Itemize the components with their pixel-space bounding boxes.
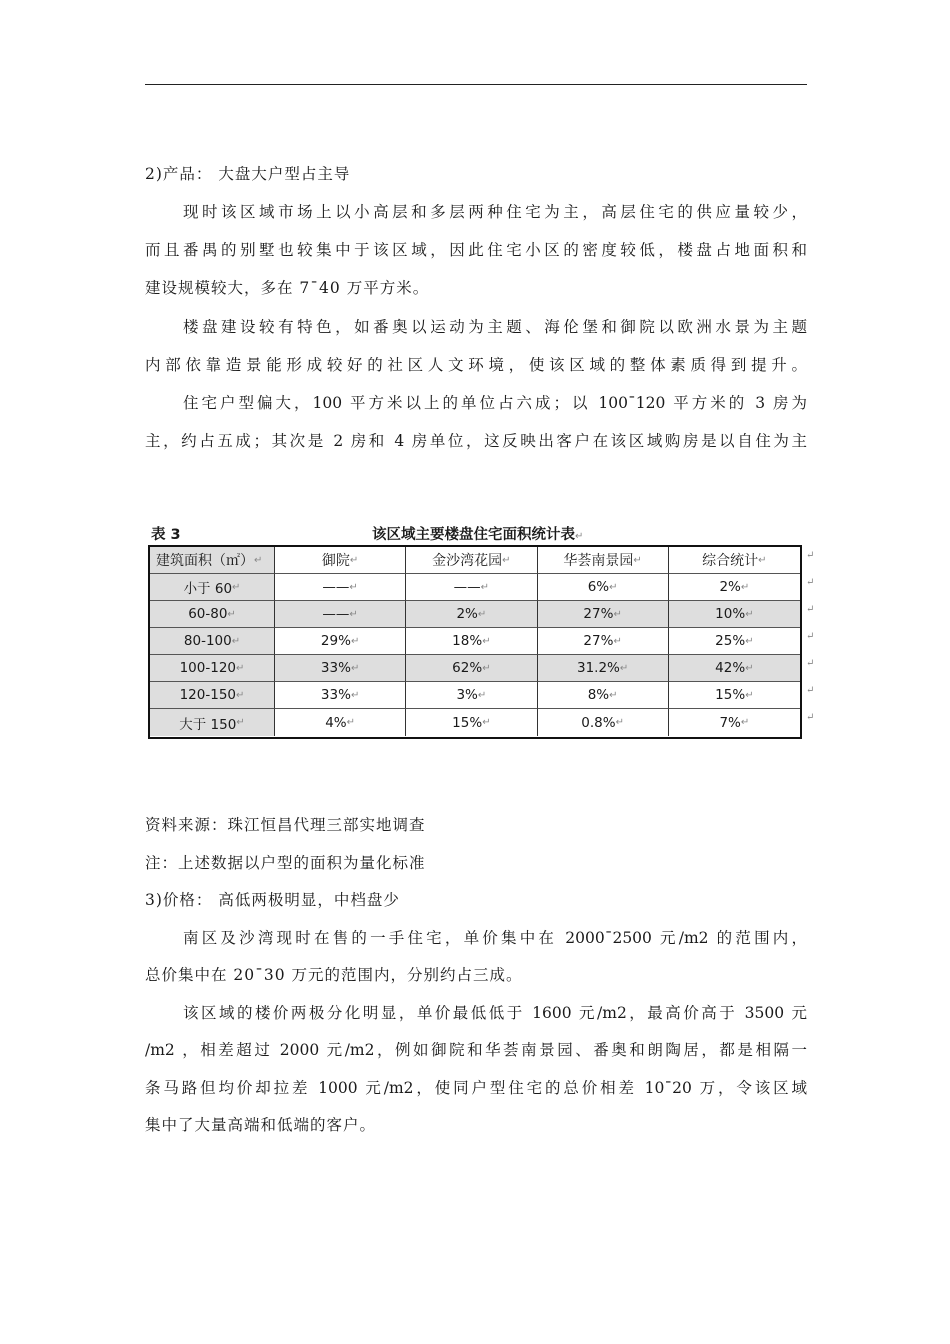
table-cell: 100-120 ↵ (150, 655, 275, 682)
row-end-mark: ↵ (806, 550, 815, 561)
table-cell: 33% ↵ (275, 655, 406, 682)
table-cell: 27% ↵ (538, 628, 669, 655)
table-cell: —— ↵ (406, 574, 537, 601)
header-cell: 建筑面积（㎡） ↵ (150, 547, 275, 574)
table-cell: —— ↵ (275, 601, 406, 628)
row-end-mark: ↵ (806, 604, 815, 615)
table-cell: 60-80 ↵ (150, 601, 275, 628)
table-cell: 15% ↵ (669, 682, 800, 709)
table-cell: 29% ↵ (275, 628, 406, 655)
table-cell: 10% ↵ (669, 601, 800, 628)
table-cell: 8% ↵ (538, 682, 669, 709)
table-row (150, 574, 800, 601)
row-end-mark: ↵ (806, 631, 815, 642)
table-cell: 33% ↵ (275, 682, 406, 709)
table-cell: 120-150 ↵ (150, 682, 275, 709)
table-cell: 7% ↵ (719, 714, 750, 731)
header-cell: 御院 ↵ (275, 547, 406, 574)
area-statistics-table (148, 545, 802, 739)
section3-para2-line1: 该区域的楼价两极分化明显，单价最低低于 1600 元/m2，最高价高于 3500 元 (183, 1004, 807, 1022)
table-cell: 2% ↵ (406, 601, 537, 628)
row-end-mark: ↵ (806, 712, 815, 723)
row-end-mark: ↵ (806, 685, 815, 696)
section3-para1-line1: 南区及沙湾现时在售的一手住宅，单价集中在 2000¯2500 元/m2 的范围内， (183, 929, 807, 947)
section2-para1-line2: 而且番禺的别墅也较集中于该区域，因此住宅小区的密度较低，楼盘占地面积和 (145, 241, 807, 259)
data-source-note: 资料来源：珠江恒昌代理三部实地调查 (145, 816, 426, 834)
standard-note: 注：上述数据以户型的面积为量化标准 (145, 854, 426, 872)
table-label: 表 3 (151, 527, 181, 543)
table-cell: 6% ↵ (538, 574, 669, 601)
table-cell: 80-100 ↵ (150, 628, 275, 655)
table-cell: 2% ↵ (669, 574, 800, 601)
table-cell: 小于 60 ↵ (150, 574, 275, 601)
header-rule (145, 84, 807, 85)
row-end-mark: ↵ (806, 658, 815, 669)
table-row (150, 628, 800, 655)
table-title: 该区域主要楼盘住宅面积统计表↵ (372, 527, 584, 543)
table-row (150, 655, 800, 682)
table-cell: 25% ↵ (669, 628, 800, 655)
table-row (150, 709, 800, 736)
section2-para3-line1: 住宅户型偏大，100 平方米以上的单位占六成；以 100¯120 平方米的 3 房为 (183, 394, 807, 412)
section2-para1-line1: 现时该区域市场上以小高层和多层两种住宅为主，高层住宅的供应量较少， (183, 203, 807, 221)
table-cell: 15% ↵ (406, 709, 537, 736)
section2-para1-line3: 建设规模较大，多在 7¯40 万平方米。 (145, 279, 430, 297)
table-cell: 42% ↵ (669, 655, 800, 682)
section3-para2-line2: /m2 ，相差超过 2000 元/m2，例如御院和华荟南景园、番奥和朗陶居，都是相隔一 (145, 1041, 807, 1059)
table-header-row (150, 547, 800, 574)
section3-para2-line3: 条马路但均价却拉差 1000 元/m2，使同户型住宅的总价相差 10¯20 万，令该区域 (145, 1079, 807, 1097)
header-cell: 综合统计 ↵ (669, 547, 800, 574)
table-cell: 18% ↵ (406, 628, 537, 655)
section2-para2-line2: 内部依靠造景能形成较好的社区人文环境，使该区域的整体素质得到提升。 (145, 356, 807, 374)
table-cell: 62% ↵ (406, 655, 537, 682)
table-cell: 4% ↵ (275, 709, 406, 736)
header-cell: 金沙湾花园 ↵ (406, 547, 537, 574)
table-row (150, 682, 800, 709)
row-end-mark: ↵ (806, 577, 815, 588)
header-cell: 华荟南景园 ↵ (538, 547, 669, 574)
table-row (150, 601, 800, 628)
table-cell: 27% ↵ (538, 601, 669, 628)
section3-heading: 3)价格： 高低两极明显，中档盘少 (145, 891, 400, 909)
table-cell: —— ↵ (275, 574, 406, 601)
section3-para1-line2: 总价集中在 20¯30 万元的范围内，分别约占三成。 (145, 966, 523, 984)
section3-para2-line4: 集中了大量高端和低端的客户。 (145, 1116, 377, 1134)
section2-para2-line1: 楼盘建设较有特色，如番奥以运动为主题、海伦堡和御院以欧洲水景为主题 (183, 318, 807, 336)
table-cell: 31.2% ↵ (538, 655, 669, 682)
table-cell: 3% ↵ (406, 682, 537, 709)
table-cell: 大于 150 ↵ (150, 709, 275, 736)
section2-heading: 2)产品： 大盘大户型占主导 (145, 165, 351, 183)
table-cell: 0.8% ↵ (538, 709, 669, 736)
section2-para3-line2: 主，约占五成；其次是 2 房和 4 房单位，这反映出客户在该区域购房是以自住为主 (145, 432, 807, 450)
